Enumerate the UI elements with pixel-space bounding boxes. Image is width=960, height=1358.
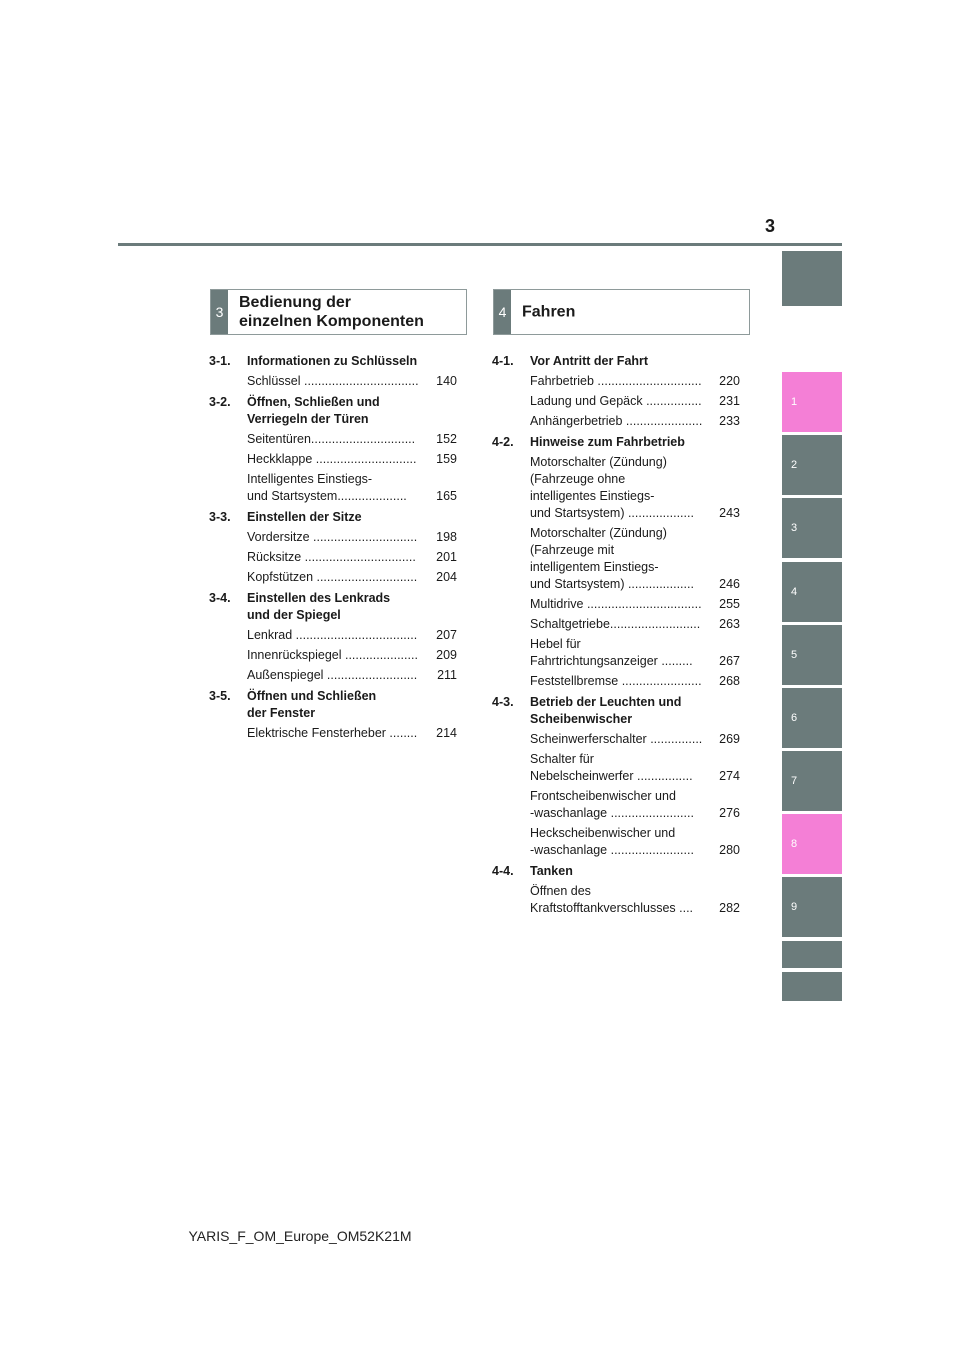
header-rule [118,243,842,246]
chapter-title: Hinweise zum Fahrbetrieb [530,435,685,449]
toc-entry-page: 140 [436,374,457,388]
toc-chapter-heading [492,434,742,451]
footer-document-id: YARIS_F_OM_Europe_OM52K21M [188,1228,412,1244]
section-3-header [210,289,467,335]
toc-entry-page: 231 [719,394,740,408]
toc-entry-text: Heckklappe ............................. [247,452,417,466]
toc-entry-page: 263 [719,617,740,631]
toc-entry-text: Schlüssel ................................. [247,374,419,388]
toc-entry-text: Außenspiegel .......................... [247,668,418,682]
toc-entry-page: 267 [719,654,740,668]
chapter-title: Einstellen des Lenkrads und der Spiegel [247,591,391,622]
toc-chapter-heading [209,353,459,370]
chapter-tab-label: 1 [791,396,798,408]
toc-entry-text: Motorschalter (Zündung) (Fahrzeuge ohne intelligentes Einstiegs- und Startsystem) ................... [530,455,694,520]
toc-entry[interactable] [492,373,742,390]
toc-entry[interactable] [209,569,459,586]
section-4-number: 4 [494,290,511,334]
chapter-tab-label: 7 [791,775,798,787]
toc-entry-text: Rücksitze ................................ [247,550,416,564]
chapter-title: Öffnen, Schließen und Verriegeln der Türen [247,395,380,426]
chapter-number: 3-5. [209,689,231,703]
chapter-tab-7[interactable] [782,751,842,811]
chapter-tab-blank[interactable] [782,972,842,1001]
chapter-tab-label: 4 [791,586,798,598]
toc-entry-page: 198 [436,530,457,544]
chapter-number: 4-2. [492,435,514,449]
chapter-number: 3-3. [209,510,231,524]
chapter-number: 3-1. [209,354,231,368]
chapter-tab-blank[interactable] [782,941,842,968]
toc-entry[interactable] [209,431,459,448]
chapter-number: 3-2. [209,395,231,409]
toc-entry-text: Intelligentes Einstiegs- und Startsystem.................... [247,472,407,503]
toc-entry-page: 211 [437,668,457,682]
toc-entry-page: 274 [719,769,740,783]
chapter-tab-label: 5 [791,649,798,661]
toc-entry-page: 214 [436,726,457,740]
toc-entry-text: Lenkrad ................................... [247,628,418,642]
chapter-tab-label: 8 [791,838,798,850]
chapter-tab-8[interactable] [782,814,842,874]
chapter-title: Informationen zu Schlüsseln [247,354,418,368]
chapter-title: Tanken [530,864,573,878]
toc-entry[interactable] [209,373,459,390]
chapter-tab-9[interactable] [782,877,842,937]
chapter-tab-4[interactable] [782,562,842,622]
toc-entry[interactable] [209,451,459,468]
toc-entry-text: Hebel für Fahrtrichtungsanzeiger ......... [530,637,693,668]
toc-entry[interactable] [492,636,742,670]
toc-entry-page: 204 [436,570,457,584]
toc-entry-text: Seitentüren.............................. [247,432,416,446]
toc-entry-text: Motorschalter (Zündung) (Fahrzeuge mit intelligentem Einstiegs- und Startsystem) ................... [530,526,694,591]
chapter-number: 4-1. [492,354,514,368]
chapter-title: Einstellen der Sitze [247,510,362,524]
toc-entry-page: 209 [436,648,457,662]
toc-entry-text: Multidrive ................................. [530,597,702,611]
toc-entry-text: Fahrbetrieb .............................. [530,374,702,388]
chapter-tab-label: 9 [791,901,798,913]
toc-chapter-heading [492,694,742,728]
toc-entry-text: Ladung und Gepäck ................ [530,394,702,408]
toc-entry[interactable] [492,616,742,633]
toc-entry-page: 282 [719,901,740,915]
toc-entry[interactable] [492,825,742,859]
toc-entry-page: 269 [719,732,740,746]
toc-entry[interactable] [209,647,459,664]
toc-column-left [209,353,459,745]
toc-entry[interactable] [209,627,459,644]
toc-chapter-heading [209,509,459,526]
toc-entry[interactable] [492,393,742,410]
chapter-tab-2[interactable] [782,435,842,495]
toc-entry-page: 165 [436,489,457,503]
toc-chapter-heading [492,353,742,370]
chapter-tab-label: 3 [791,522,798,534]
chapter-tab-3[interactable] [782,498,842,558]
chapter-title: Öffnen und Schließen der Fenster [247,689,377,720]
toc-entry-page: 207 [436,628,457,642]
chapter-number: 4-3. [492,695,514,709]
toc-entry-page: 233 [719,414,740,428]
toc-entry-text: Frontscheibenwischer und -waschanlage ........................ [530,789,694,820]
toc-entry-page: 255 [719,597,740,611]
toc-entry[interactable] [492,788,742,822]
toc-entry[interactable] [209,471,459,505]
chapter-title: Vor Antritt der Fahrt [530,354,649,368]
toc-entry[interactable] [209,529,459,546]
section-4-title: Fahren [522,303,576,321]
section-3-number: 3 [211,290,228,334]
toc-entry-text: Heckscheibenwischer und -waschanlage ........................ [530,826,694,857]
toc-chapter-heading [209,688,459,722]
toc-entry-text: Feststellbremse ....................... [530,674,702,688]
toc-column-right [492,353,742,920]
toc-entry-text: Schaltgetriebe.......................... [530,617,701,631]
toc-entry-page: 280 [719,843,740,857]
section-4-header [493,289,750,335]
toc-entry-page: 268 [719,674,740,688]
page-number: 3 [764,216,775,236]
toc-entry-page: 243 [719,506,740,520]
section-3-title: Bedienung der einzelnen Komponenten [239,294,424,330]
chapter-tab-blank[interactable] [782,251,842,306]
toc-entry[interactable] [492,525,742,593]
toc-entry-page: 152 [436,432,457,446]
chapter-number: 3-4. [209,591,231,605]
toc-entry-page: 159 [436,452,457,466]
chapter-tab-5[interactable] [782,625,842,685]
toc-entry-page: 276 [719,806,740,820]
chapter-tab-label: 2 [791,459,798,471]
toc-entry-text: Öffnen des Kraftstofftankverschlusses .... [530,884,694,915]
toc-entry-page: 220 [719,374,740,388]
toc-entry-text: Scheinwerferschalter ............... [530,732,703,746]
toc-entry[interactable] [492,673,742,690]
chapter-tab-6[interactable] [782,688,842,748]
toc-entry-page: 201 [436,550,457,564]
toc-entry[interactable] [492,731,742,748]
toc-entry[interactable] [209,549,459,566]
toc-entry[interactable] [492,751,742,785]
toc-entry-text: Schalter für Nebelscheinwerfer ................ [530,752,693,783]
chapter-title: Betrieb der Leuchten und Scheibenwischer [530,695,682,726]
toc-entry-page: 246 [719,577,740,591]
toc-entry-text: Kopfstützen ............................. [247,570,418,584]
toc-chapter-heading [209,394,459,428]
toc-entry-text: Vordersitze .............................. [247,530,418,544]
chapter-tab-label: 6 [791,712,798,724]
toc-entry[interactable] [492,413,742,430]
toc-entry[interactable] [492,596,742,613]
chapter-tab-1[interactable] [782,372,842,432]
toc-entry-text: Innenrückspiegel ..................... [247,648,418,662]
toc-chapter-heading [209,590,459,624]
toc-entry[interactable] [209,667,459,684]
toc-entry[interactable] [492,883,742,917]
chapter-number: 4-4. [492,864,514,878]
toc-chapter-heading [492,863,742,880]
toc-entry[interactable] [209,725,459,742]
toc-entry[interactable] [492,454,742,522]
toc-entry-text: Anhängerbetrieb ...................... [530,414,703,428]
toc-entry-text: Elektrische Fensterheber ........ [247,726,418,740]
